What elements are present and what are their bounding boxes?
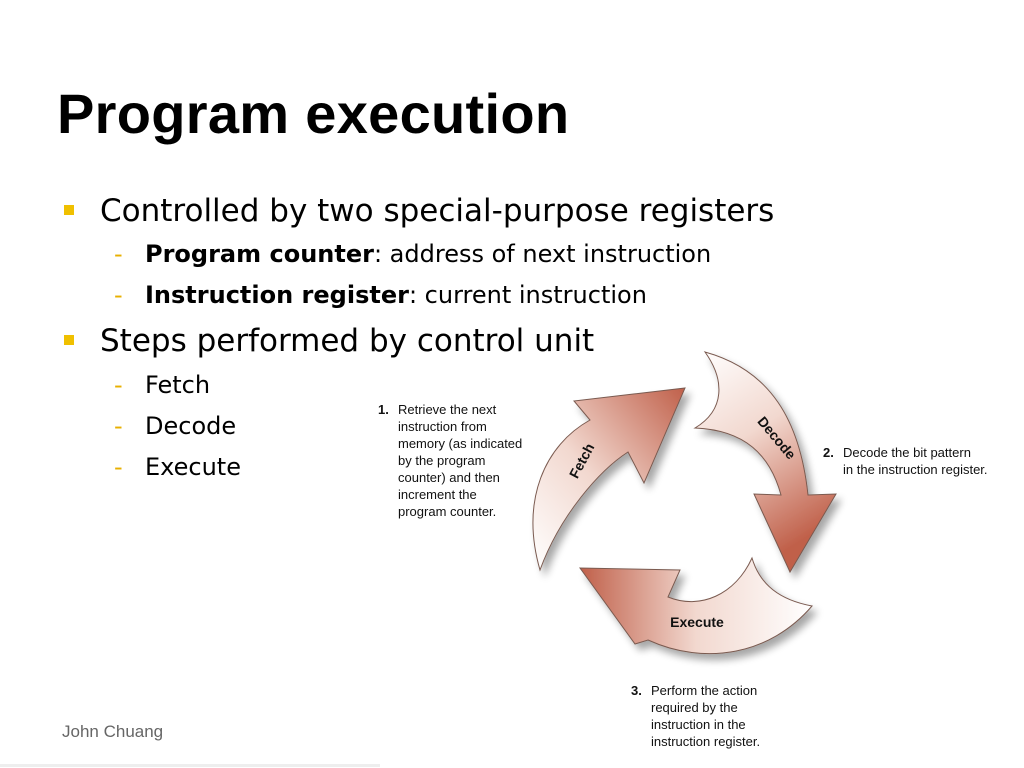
dash-bullet-icon: - [114,240,123,268]
execute-arrow [580,558,812,654]
caption-line: Perform the action [651,683,758,698]
fetch-label: Fetch [565,440,598,481]
caption-line: increment the [398,487,477,502]
dash-bullet-icon: - [114,412,123,440]
bullet-text: Controlled by two special-purpose registers [100,193,775,229]
step-2-caption [823,444,988,478]
dash-bullet-icon: - [114,453,123,481]
sub-bullet-text: : address of next instruction [373,240,712,268]
caption-line: by the program [398,453,486,468]
fetch-arrow [533,388,685,570]
step-3-caption [631,682,761,750]
bullet-text: Steps performed by control unit [100,323,595,359]
bottom-divider [0,764,380,767]
step-number: 3. [631,683,642,698]
step-number: 2. [823,445,834,460]
decode-arrow [695,352,836,572]
slide-title: Program execution [57,82,570,145]
decode-label: Decode [754,413,800,463]
caption-line: Decode the bit pattern [843,445,971,460]
caption-line: Retrieve the next [398,402,497,417]
caption-line: in the instruction register. [843,462,988,477]
sub-bullet-text: Decode [145,412,237,440]
dash-bullet-icon: - [114,281,123,309]
execute-label: Execute [670,614,724,630]
sub-bullet-text: Execute [145,453,241,481]
sub-bullet-text: Fetch [145,371,211,399]
caption-line: counter) and then [398,470,500,485]
caption-line: instruction in the [651,717,746,732]
sub-bullet-text: : current instruction [408,281,647,309]
caption-line: program counter. [398,504,497,519]
step-number: 1. [378,402,389,417]
dash-bullet-icon: - [114,371,123,399]
caption-line: instruction from [398,419,487,434]
sub-bullet-bold: Instruction register [145,281,409,309]
sub-bullet-bold: Program counter [145,240,374,268]
caption-line: required by the [651,700,738,715]
step-1-caption [378,401,523,520]
footer-author: John Chuang [62,722,164,741]
caption-line: instruction register. [651,734,761,749]
caption-line: memory (as indicated [398,436,523,451]
